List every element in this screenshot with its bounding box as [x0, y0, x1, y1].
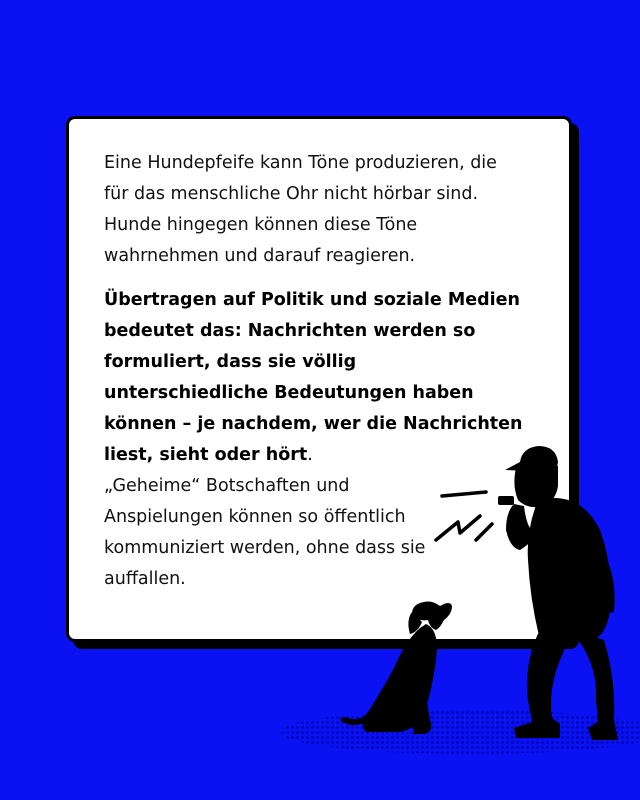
closing-paragraph: „Geheime“ Botschaften und Anspielungen können so öffentlich kommuniziert werden, ohne dass sie auffallen. — [104, 476, 426, 589]
text-block — [104, 148, 524, 595]
highlight-text: Übertragen auf Politik und soziale Medien bedeutet das: Nachrichten werden so formuliert, dass sie völlig unterschiedliche Bedeutungen haben können – je nachdem, wer die Nachrichten liest, sieht oder hört — [104, 290, 523, 465]
highlight-paragraph — [104, 285, 524, 471]
intro-paragraph: Eine Hundepfeife kann Töne produzieren, die für das menschliche Ohr nicht hörbar sind. Hunde hingegen können diese Töne wahrnehmen und darauf reagieren. — [104, 153, 497, 266]
highlight-period: . — [307, 445, 313, 465]
ground-shadow — [280, 710, 640, 754]
